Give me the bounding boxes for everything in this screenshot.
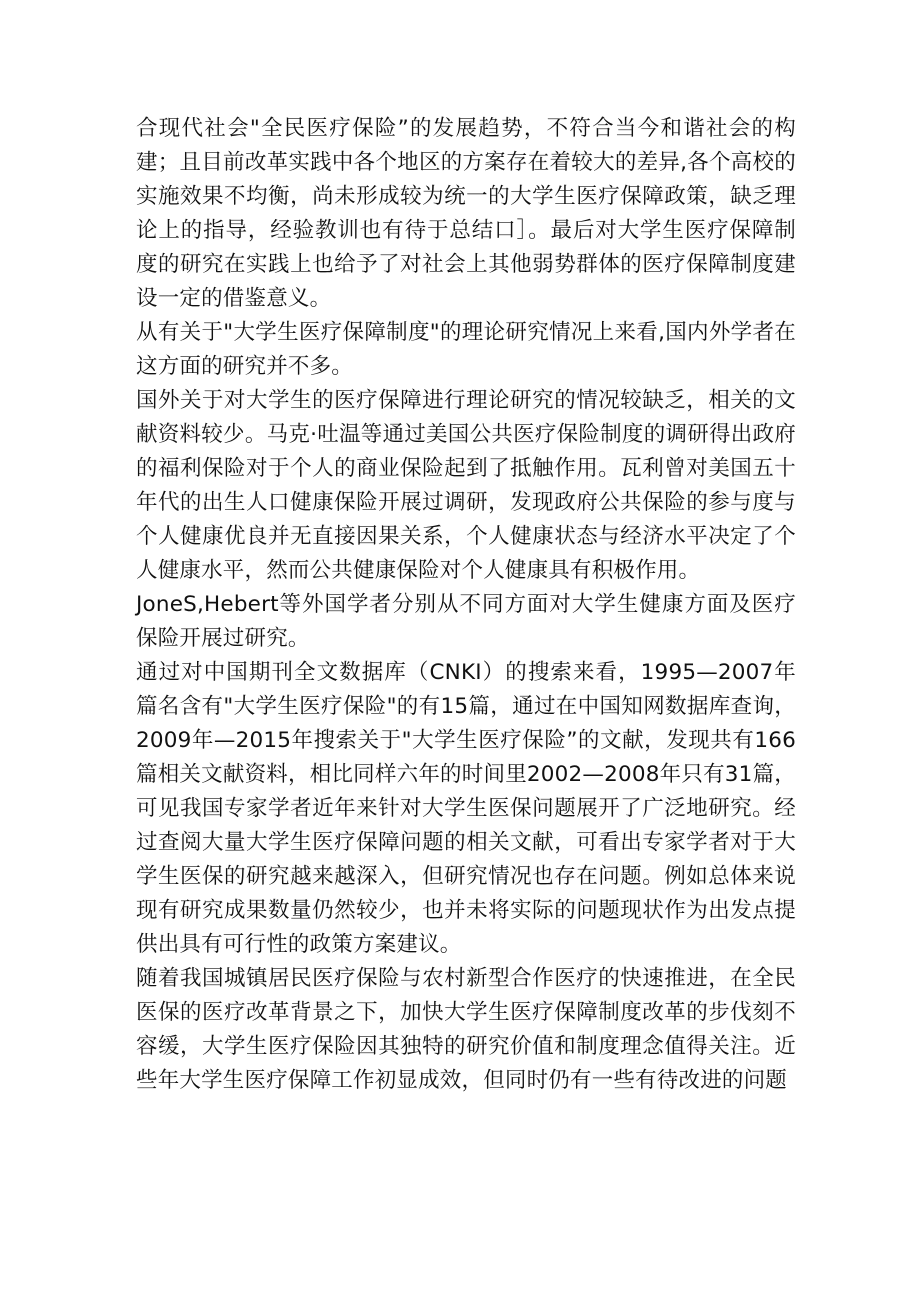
paragraph-3: 国外关于对大学生的医疗保障进行理论研究的情况较缺乏，相关的文献资料较少。马克·吐温等通过美国公共医疗保险制度的调研得出政府的福利保险对于个人的商业保险起到了抵触作用。瓦利曾对美国五十年代的出生人口健康保险开展过调研，发现政府公共保险的参与度与个人健康优良并无直接因果关系，个人健康状态与经济水平决定了个人健康水平，然而公共健康保险对个人健康具有积极作用。 (136, 388, 796, 583)
paragraph-5: 通过对中国期刊全文数据库（CNKI）的搜索来看，1995—2007年篇名含有"大学生医疗保险"的有15篇，通过在中国知网数据库查询，2009年—2015年搜索关于"大学生医疗保险”的文献，发现共有166篇相关文献资料，相比同样六年的时间里2002—2008年只有31篇，可见我国专家学者近年来针对大学生医保问题展开了广泛地研究。经过查阅大量大学生医疗保障问题的相关文献，可看出专家学者对于大学生医保的研究越来越深入，但研究情况也存在问题。例如总体来说现有研究成果数量仍然较少，也并未将实际的问题现状作为出发点提供出具有可行性的政策方案建议。 (136, 660, 796, 957)
body-text (136, 112, 796, 1098)
paragraph-1: 合现代社会"全民医疗保险”的发展趋势，不符合当今和谐社会的构建；且目前改革实践中各个地区的方案存在着较大的差异,各个高校的实施效果不均衡，尚未形成较为统一的大学生医疗保障政策，缺乏理论上的指导，经验教训也有待于总结口］。最后对大学生医疗保障制度的研究在实践上也给予了对社会上其他弱势群体的医疗保障制度建设一定的借鉴意义。 (136, 116, 796, 311)
paragraph-4: JoneS,Hebert等外国学者分别从不同方面对大学生健康方面及医疗保险开展过研究。 (136, 592, 796, 651)
paragraph-6: 随着我国城镇居民医疗保险与农村新型合作医疗的快速推进，在全民医保的医疗改革背景之下，加快大学生医疗保障制度改革的步伐刻不容缓，大学生医疗保险因其独特的研究价值和制度理念值得关注。近些年大学生医疗保障工作初显成效，但同时仍有一些有待改进的问题 (136, 966, 796, 1093)
paragraph-2: 从有关于"大学生医疗保障制度"的理论研究情况上来看,国内外学者在这方面的研究并不多。 (136, 320, 796, 379)
